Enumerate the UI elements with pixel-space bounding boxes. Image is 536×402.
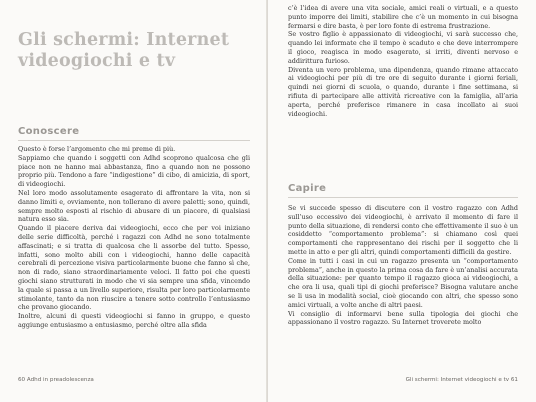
left-body-text — [18, 145, 250, 330]
paragraph: Come in tutti i casi in cui un ragazzo presenta un “comportamento problema”, anche in questo la prima cosa da fare è un’analisi accurata della situazione: per quanto tempo il ragazzo gioca ai videogiochi, a che ora li usa, quali tipi di giochi preferisce? Bisogna valutare anche se li usa in modalità social, cioè giocando con altri, che spesso sono amici virtuali, a volte anche di altri paesi. — [288, 256, 518, 309]
paragraph: Quando il piacere deriva dai videogiochi, ecco che per voi iniziano delle serie difficoltà, perché i ragazzi con Adhd ne sono totalmente affascinati; e si tratta di qualcosa che li assorbe del tutto. Spesso, infatti, sono molto abili con i videogiochi, hanno delle capacità cerebrali di percezione visiva particolarmente buone che fanno sì che, non di rado, siano straordinariamente veloci. Il fatto poi che questi giochi siano strutturati in modo che vi sia sempre una sfida, vincendo la quale si passa a un livello superiore, risulta per loro particolarmente stimolante, tanto da non riuscire a tenere sotto controllo l’entusiasmo che provano giocando. — [18, 224, 250, 312]
right-folio: Gli schermi: Internet videogiochi e tv 61 — [405, 377, 518, 383]
paragraph: Diventa un vero problema, una dipendenza, quando rimane attaccato ai videogiochi per più di tre ore di seguito durante i giorni feriali, quindi nei giorni di scuola, o quando, durante i fine settimana, si rifiuta di partecipare alle attività ricreative con la famiglia, all’aria aperta, perché preferisce rimanere in casa incollato ai suoi videogiochi. — [288, 65, 518, 118]
section-title-capire: Capire — [288, 183, 327, 194]
section-title-conoscere: Conoscere — [18, 126, 80, 137]
section-rule — [18, 140, 250, 141]
left-folio: 60 Adhd in preadolescenza — [18, 377, 94, 383]
chapter-title: Gli schermi: Internet videogiochi e tv — [18, 30, 230, 71]
right-body-text-bottom — [288, 204, 518, 327]
paragraph: Questo è forse l’argomento che mi preme di più. — [18, 145, 176, 153]
paragraph: Se vi succede spesso di discutere con il vostro ragazzo con Adhd sull’uso eccessivo dei videogiochi, è arrivato il momento di fare il punto della situazione, di rendersi conto che effettivamente il suo è un cosiddetto “comportamento problema”: si chiamano così quei comportamenti che rappresentano dei rischi per il soggetto che li mette in atto e per gli altri, quindi comportamenti difficili da gestire. — [288, 204, 518, 256]
right-body-text-top — [288, 4, 518, 118]
paragraph: Nel loro modo assolutamente esagerato di affrontare la vita, non si danno limiti e, ovviamente, non tollerano di avere paletti; sono, quindi, sempre molto esposti al rischio di abusare di un piacere, di qualsiasi natura esso sia. — [18, 188, 250, 224]
paragraph: c’è l’idea di avere una vita sociale, amici reali o virtuali, e a questo punto imporre dei limiti, stabilire che c’è un momento in cui bisogna fermarsi e dire basta, è per loro fonte di estrema frustrazione. — [288, 4, 518, 30]
paragraph: Inoltre, alcuni di questi videogiochi si fanno in gruppo, e questo aggiunge entusiasmo a entusiasmo, perché oltre alla sfida — [18, 312, 250, 329]
paragraph: Se vostro figlio è appassionato di videogiochi, vi sarà successo che, quando lei informate che il tempo è scaduto e che deve interrompere il gioco, reagisca in modo esagerato, si irriti, diventi nervoso e addirittura furioso. — [288, 30, 518, 65]
paragraph: Vi consiglio di informarvi bene sulla tipologia dei giochi che appassionano il vostro ragazzo. Su Internet troverete molto — [288, 309, 518, 327]
right-page — [268, 0, 536, 402]
section-rule — [288, 197, 518, 198]
paragraph: Sappiamo che quando i soggetti con Adhd scoprono qualcosa che gli piace non ne hanno mai abbastanza, fino a quando non ne possono proprio più. Tendono a fare “indigestione” di cibo, di amicizia, di sport, di videogiochi. — [18, 153, 250, 189]
